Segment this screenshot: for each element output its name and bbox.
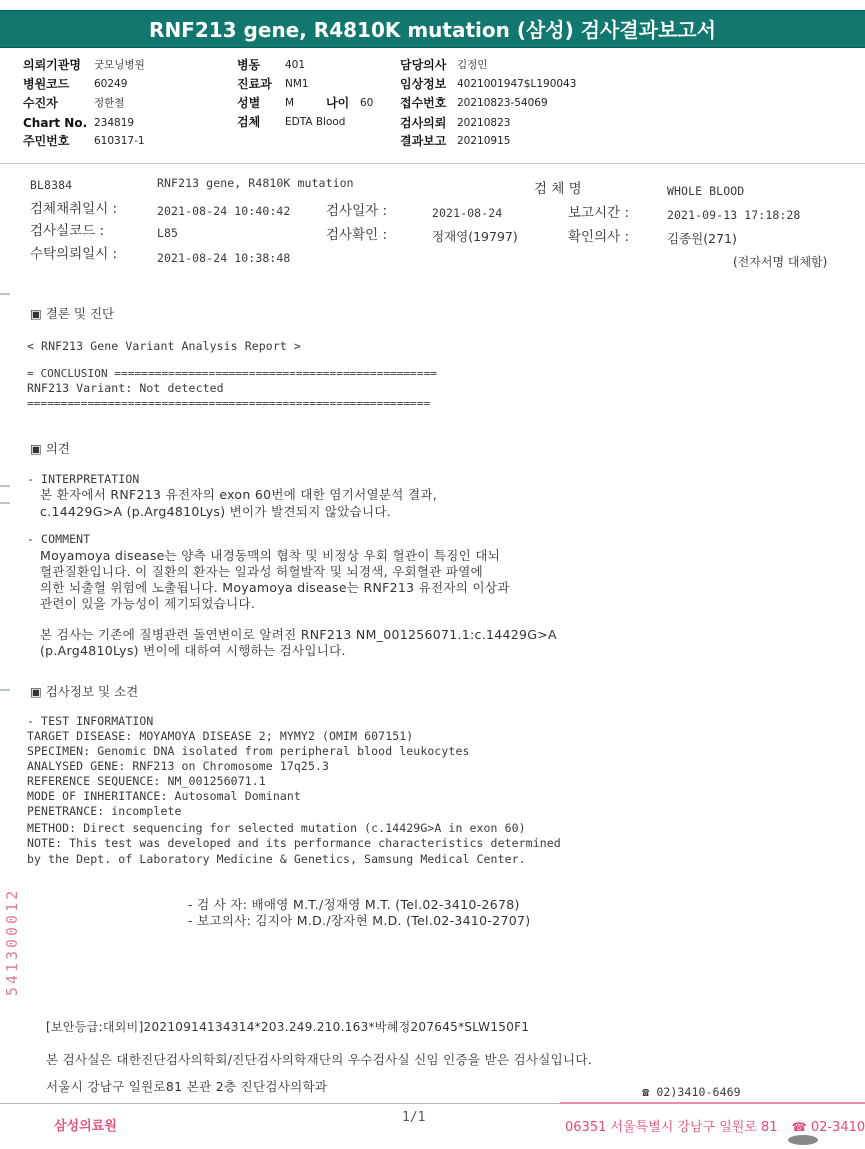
report-time-value: 2021-09-13 17:18:28 — [667, 208, 801, 222]
conclusion-line-1: = CONCLUSION ================================================ — [27, 367, 438, 380]
report-subtitle: < RNF213 Gene Variant Analysis Report > — [27, 339, 301, 353]
footer-address — [565, 1116, 865, 1135]
reporter-signature: - 보고의사: 김지아 M.D./장자현 M.D. (Tel.02-3410-2707) — [188, 913, 531, 928]
result-report-date: 20210915 — [457, 135, 511, 147]
comment-title: - COMMENT — [27, 532, 91, 546]
page-number: 1/1 — [402, 1110, 426, 1125]
interpretation-title: - INTERPRETATION — [27, 472, 140, 486]
comment-line-2: 혈관질환입니다. 이 질환의 환자는 일과성 허혈발작 및 뇌경색, 우회혈관 파열에 — [40, 564, 484, 579]
resident-number: 610317-1 — [94, 135, 145, 147]
age: 60 — [360, 97, 374, 109]
report-time-label: 보고시간 : — [568, 205, 630, 221]
department: NM1 — [285, 78, 309, 90]
receipt-number: 20210823-54069 — [457, 97, 548, 109]
tester-signature: - 검 사 자: 배애영 M.T./정재영 M.T. (Tel.02-3410-2678) — [188, 897, 520, 912]
label-department: 진료과 — [237, 77, 272, 91]
comment2-line-2: (p.Arg4810Lys) 변이에 대하여 시행하는 검사입니다. — [40, 643, 346, 658]
comment2-line-1: 본 검사는 기존에 질병관련 돌연변이로 알려진 RNF213 NM_001256071.1:c.14429G>A — [40, 627, 557, 642]
test-info-heading: ▣ 검사정보 및 소견 — [30, 684, 139, 699]
label-test-request: 검사의뢰 — [400, 116, 447, 130]
label-requesting-institution: 의뢰기관명 — [23, 58, 81, 72]
footer-brand: 삼성의료원 — [54, 1119, 117, 1134]
test-info-line: PENETRANCE: incomplete — [27, 804, 182, 818]
received-datetime-label: 수탁의뢰일시 : — [30, 246, 118, 262]
side-stamp-number: 541300012 — [3, 887, 22, 997]
phone-icon: ☎ — [791, 1120, 807, 1134]
requesting-institution: 굿모닝병원 — [94, 59, 145, 71]
label-hospital-code: 병원코드 — [23, 77, 70, 91]
header-divider — [0, 163, 865, 164]
test-info-line: REFERENCE SEQUENCE: NM_001256071.1 — [27, 774, 266, 788]
test-date-value: 2021-08-24 — [432, 206, 503, 220]
test-info-line: TARGET DISEASE: MOYAMOYA DISEASE 2; MYMY2 (OMIM 607151) — [27, 729, 414, 743]
confirm-value: 정재영(19797) — [432, 229, 518, 244]
test-date-label: 검사일자 : — [326, 203, 388, 219]
specimen-name-value: WHOLE BLOOD — [667, 184, 745, 198]
comment-line-3: 의한 뇌출혈 위험에 노출됩니다. Moyamoya disease는 RNF213 유전자의 이상과 — [40, 580, 510, 595]
comment-line-4: 관련이 있을 가능성이 제기되었습니다. — [40, 596, 256, 611]
confirm-doctor-label: 확인의사 : — [568, 229, 630, 245]
received-datetime-value: 2021-08-24 10:38:48 — [157, 251, 291, 265]
label-patient: 수진자 — [23, 96, 58, 110]
comment-line-1: Moyamoya disease는 양측 내경동맥의 협착 및 비정상 우회 혈관이 특징인 대뇌 — [40, 548, 501, 563]
label-specimen: 검체 — [237, 115, 261, 129]
opinion-heading: ▣ 의견 — [30, 441, 70, 456]
collect-datetime-value: 2021-08-24 10:40:42 — [157, 204, 291, 218]
scan-edge-mark — [0, 485, 10, 487]
conclusion-line-3: ============================================================ — [27, 397, 431, 410]
ward: 401 — [285, 59, 306, 71]
doctor: 김정민 — [457, 59, 488, 71]
test-info-line: METHOD: Direct sequencing for selected mutation (c.14429G>A in exon 60) — [27, 821, 526, 835]
scanned-report — [0, 168, 865, 1108]
lab-code-label: 검사실코드 : — [30, 223, 105, 239]
footer-accent-line — [560, 1102, 865, 1104]
confirm-label: 검사확인 : — [326, 227, 388, 243]
chart-no: 234819 — [94, 117, 135, 129]
footer — [0, 1106, 865, 1149]
label-age: 나이 — [326, 96, 350, 110]
conclusion-heading: ▣ 결론 및 진단 — [30, 306, 115, 321]
test-code: BL8384 — [30, 178, 73, 192]
scan-edge-mark — [0, 502, 10, 504]
label-chart-no: Chart No. — [23, 116, 88, 130]
esign-note: (전자서명 대체함) — [733, 255, 828, 269]
interpretation-line-2: c.14429G>A (p.Arg4810Lys) 변이가 발견되지 않았습니다. — [40, 504, 391, 519]
collect-datetime-label: 검체채취일시 : — [30, 201, 118, 217]
certification-line: 본 검사실은 대한진단검사의학회/진단검사의학재단의 우수검사실 신임 인증을 받은 검사실입니다. — [46, 1052, 593, 1067]
patient-info — [0, 52, 865, 164]
lab-phone — [642, 1085, 741, 1100]
test-info-line: - TEST INFORMATION — [27, 714, 154, 728]
scan-edge-mark — [0, 689, 10, 691]
test-info-line: ANALYSED GENE: RNF213 on Chromosome 17q25.3 — [27, 759, 330, 773]
lab-address: 서울시 강남구 일원로81 본관 2층 진단검사의학과 — [46, 1079, 328, 1094]
test-info-line: NOTE: This test was developed and its performance characteristics determined — [27, 836, 561, 850]
label-ward: 병동 — [237, 58, 261, 72]
scan-blot — [788, 1135, 818, 1145]
test-info-line: by the Dept. of Laboratory Medicine & Genetics, Samsung Medical Center. — [27, 852, 526, 866]
label-result-report: 결과보고 — [400, 134, 447, 148]
security-line: [보안등급:대외비]20210914134314*203.249.210.163*박혜정207645*SLW150F1 — [46, 1020, 530, 1034]
label-doctor: 담당의사 — [400, 58, 447, 72]
hospital-code: 60249 — [94, 78, 128, 90]
report-title: RNF213 gene, R4810K mutation (삼성) 검사결과보고서 — [0, 10, 865, 48]
lab-code-value: L85 — [157, 226, 179, 240]
label-resident-number: 주민번호 — [23, 134, 70, 148]
test-info-line: SPECIMEN: Genomic DNA isolated from peripheral blood leukocytes — [27, 744, 470, 758]
patient-name: 정한철 — [94, 97, 125, 109]
confirm-doctor-value: 김종원(271) — [667, 231, 737, 246]
test-request-date: 20210823 — [457, 117, 511, 129]
phone-icon: ☎ — [642, 1085, 650, 1099]
footer-address-text: 06351 서울특별시 강남구 일원로 81 — [565, 1120, 778, 1135]
sex: M — [285, 97, 295, 109]
conclusion-result: RNF213 Variant: Not detected — [27, 381, 224, 395]
footer-phone: 02-3410 — [810, 1120, 865, 1135]
test-name: RNF213 gene, R4810K mutation — [157, 176, 354, 190]
clinical-info: 4021001947$L190043 — [457, 78, 577, 90]
side-stamp — [3, 875, 36, 1015]
scan-edge-mark — [0, 293, 10, 295]
lab-phone-number: 02)3410-6469 — [656, 1085, 741, 1099]
label-receipt-number: 접수번호 — [400, 96, 447, 110]
interpretation-line-1: 본 환자에서 RNF213 유전자의 exon 60번에 대한 염기서열분석 결과, — [40, 487, 437, 502]
label-clinical-info: 임상정보 — [400, 77, 447, 91]
test-info-line: MODE OF INHERITANCE: Autosomal Dominant — [27, 789, 301, 803]
label-sex: 성별 — [237, 96, 261, 110]
specimen: EDTA Blood — [285, 116, 346, 128]
specimen-name-label: 검 체 명 — [534, 181, 582, 197]
